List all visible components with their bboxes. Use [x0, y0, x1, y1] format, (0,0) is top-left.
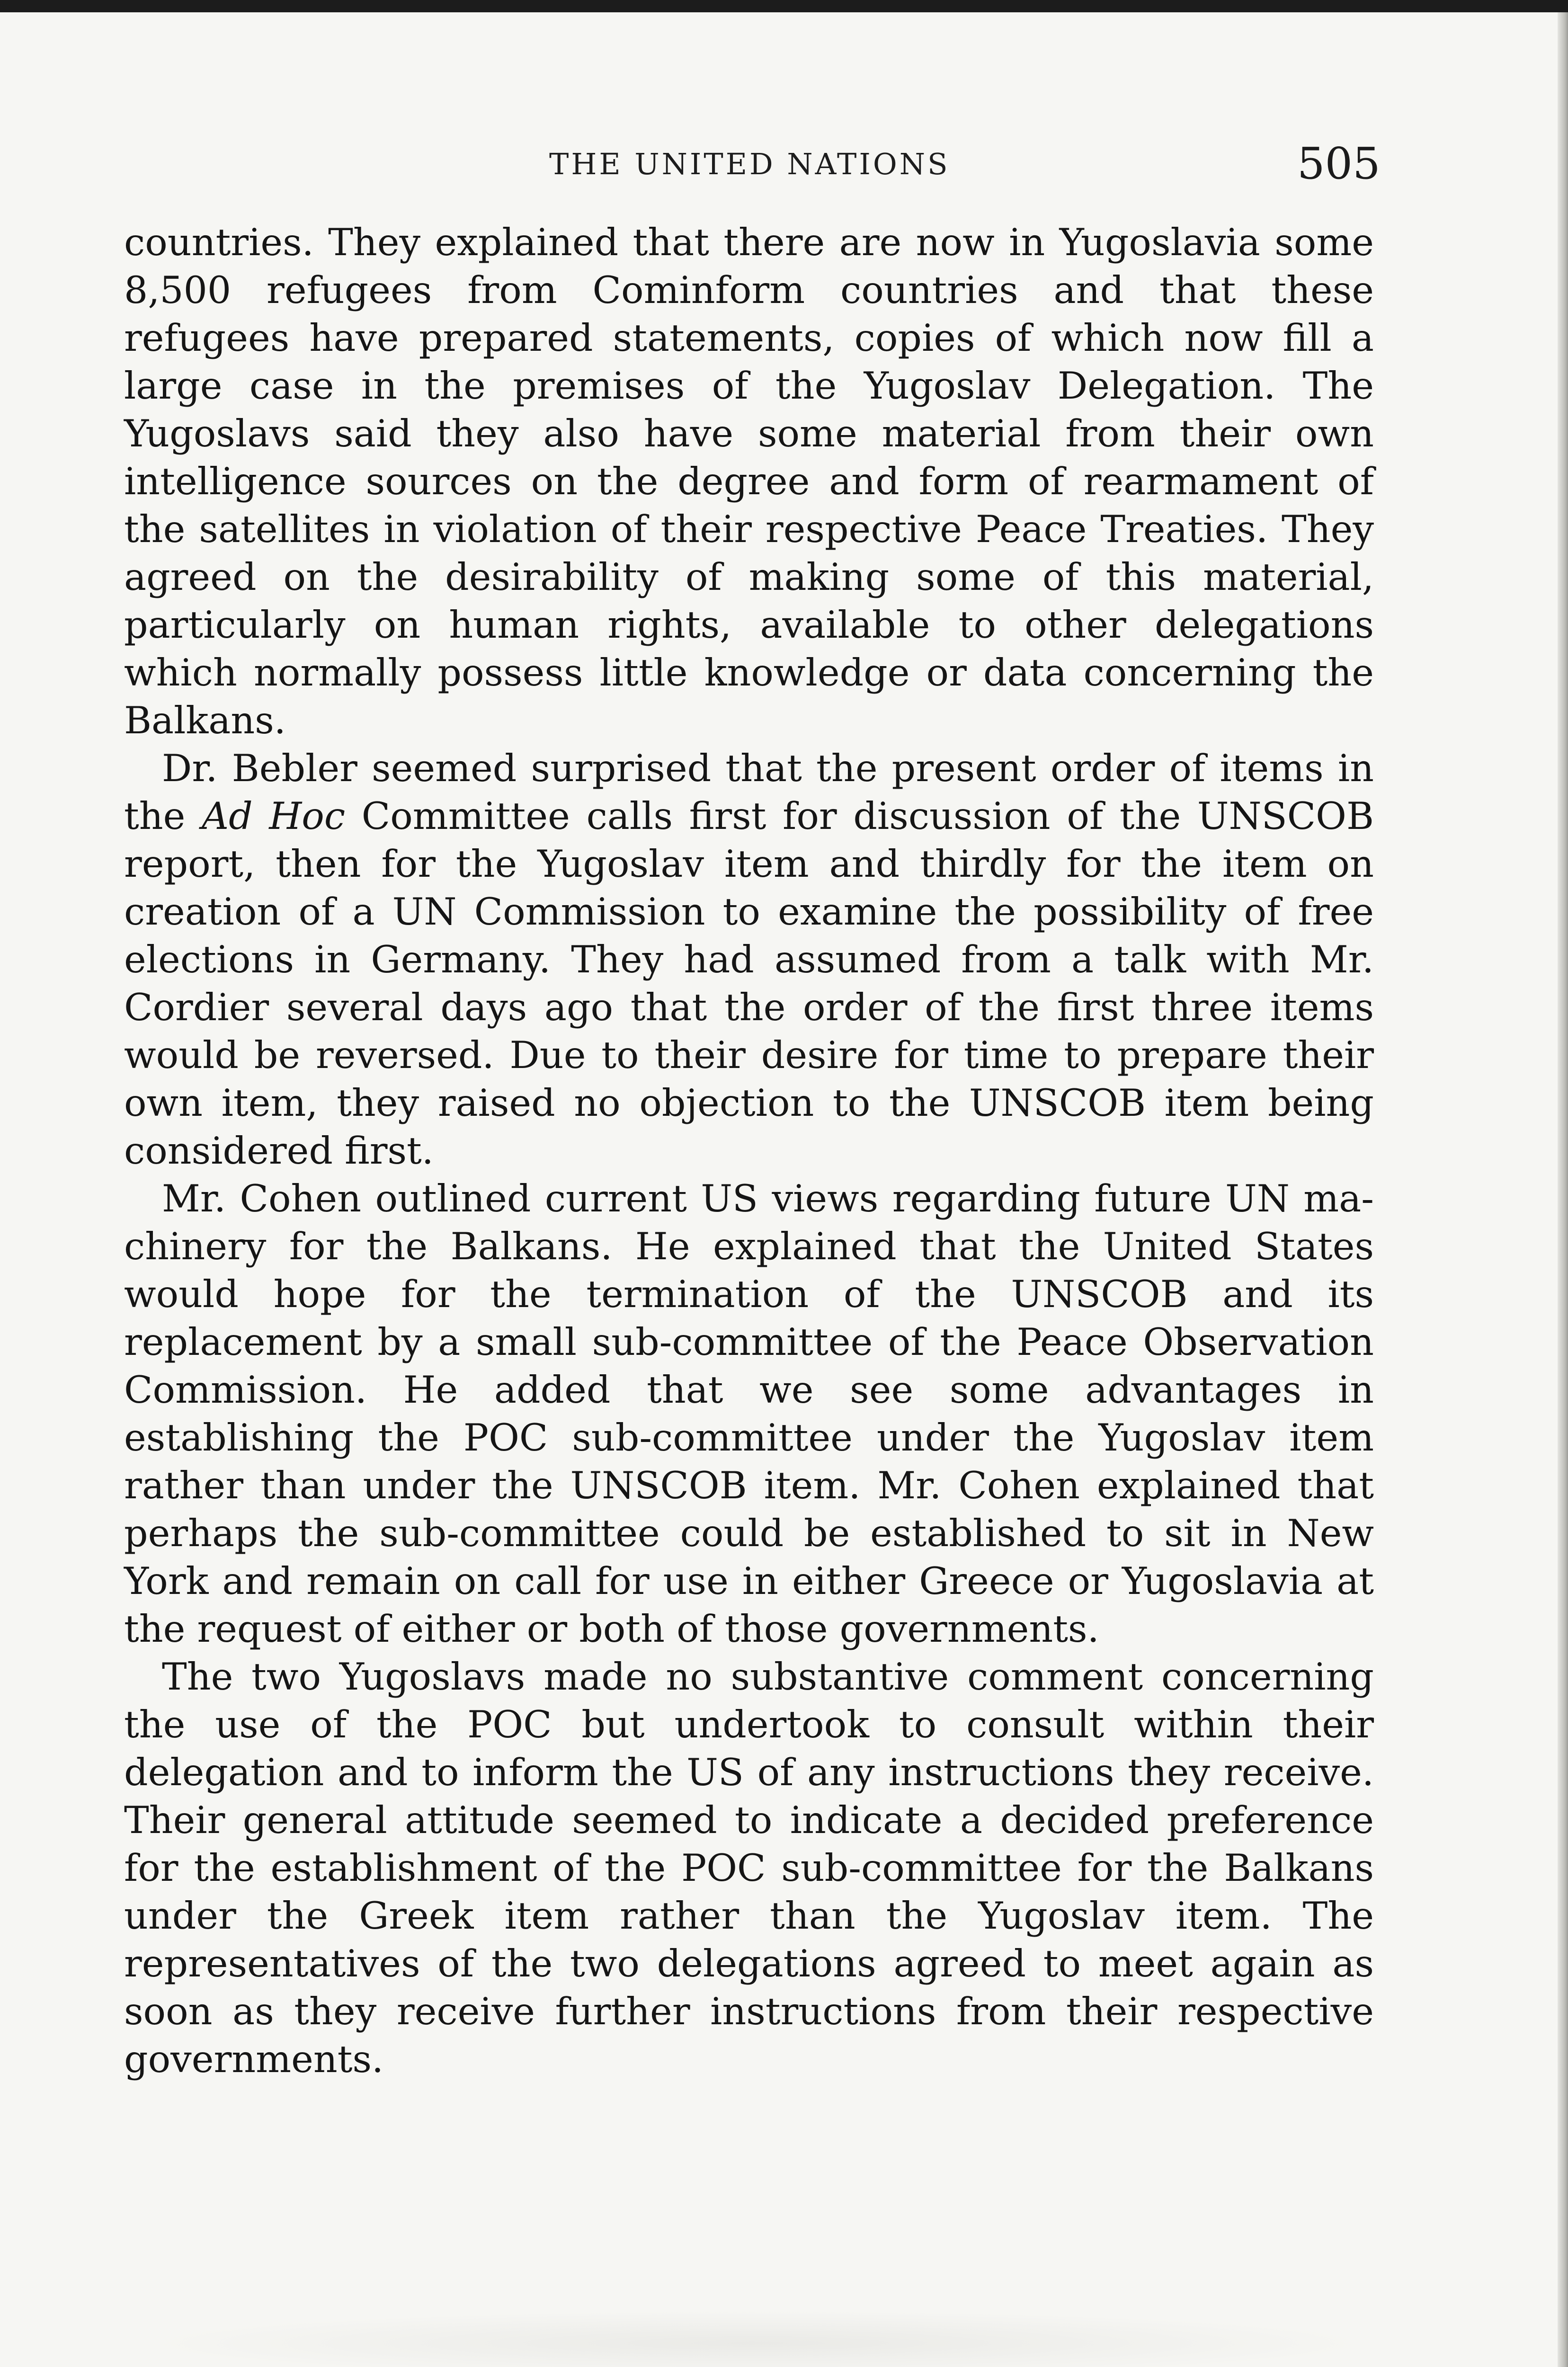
ad-hoc-italic: Ad Hoc — [202, 794, 346, 838]
paragraph-2-start: Dr. Bebler seemed surprised that the present order of items in the — [124, 747, 1374, 838]
scan-right-edge — [1558, 12, 1568, 2367]
paragraph-1: countries. They explained that there are now in Yugoslavia some 8,500 refugees from Cominform countries and that these refugees have prepared statements, copies of which now fill a large case in the premises of the Yugoslav Delegation. The Yugoslavs said they also have some material from their own intelligence sources on the degree and form of rearmament of the satellites in violation of their respective Peace Treaties. They agreed on the desirability of making some of this material, particularly on human rights, available to other delegations which normally possess little knowledge or data concerning the Balkans. — [124, 221, 1374, 742]
running-head-title: THE UNITED NATIONS — [549, 147, 950, 181]
scan-top-border — [0, 0, 1568, 12]
paragraph-2 — [124, 745, 1374, 1175]
body-text — [124, 219, 1374, 2083]
paragraph-2-rest: Committee calls first for discussion of the UNSCOB report, then for the Yugoslav item and thirdly for the item on creation of a UN Commission to examine the possibility of free elections in Germany. They had assumed from a talk with Mr. Cordier several days ago that the order of the first three items would be reversed. Due to their desire for time to prepare their own item, they raised no objection to the UNSCOB item being considered first. — [124, 794, 1374, 1173]
paragraph-4: The two Yugoslavs made no substantive comment concerning the use of the POC but undertook to consult within their delegation and to inform the US of any instructions they receive. Their general attitude seemed to indicate a decided preference for the establishment of the POC sub-committee for the Balkans under the Greek item rather than the Yugoslav item. The representatives of the two delegations agreed to meet again as soon as they receive further instructions from their respective governments. — [124, 1655, 1374, 2081]
paragraph-3: Mr. Cohen outlined current US views regarding future UN machinery for the Balkans. He explained that the United States would hope for the termination of the UNSCOB and its replacement by a small sub-committee of the Peace Observation Commission. He added that we see some advantages in establishing the POC sub-committee under the Yugoslav item rather than under the UNSCOB item. Mr. Cohen explained that perhaps the sub-committee could be established to sit in New York and remain on call for use in either Greece or Yugoslavia at the request of either or both of those governments. — [124, 1177, 1374, 1651]
bleed-through-smudge — [142, 2310, 1373, 2367]
page-number: 505 — [1297, 138, 1381, 189]
running-head — [0, 138, 1568, 190]
